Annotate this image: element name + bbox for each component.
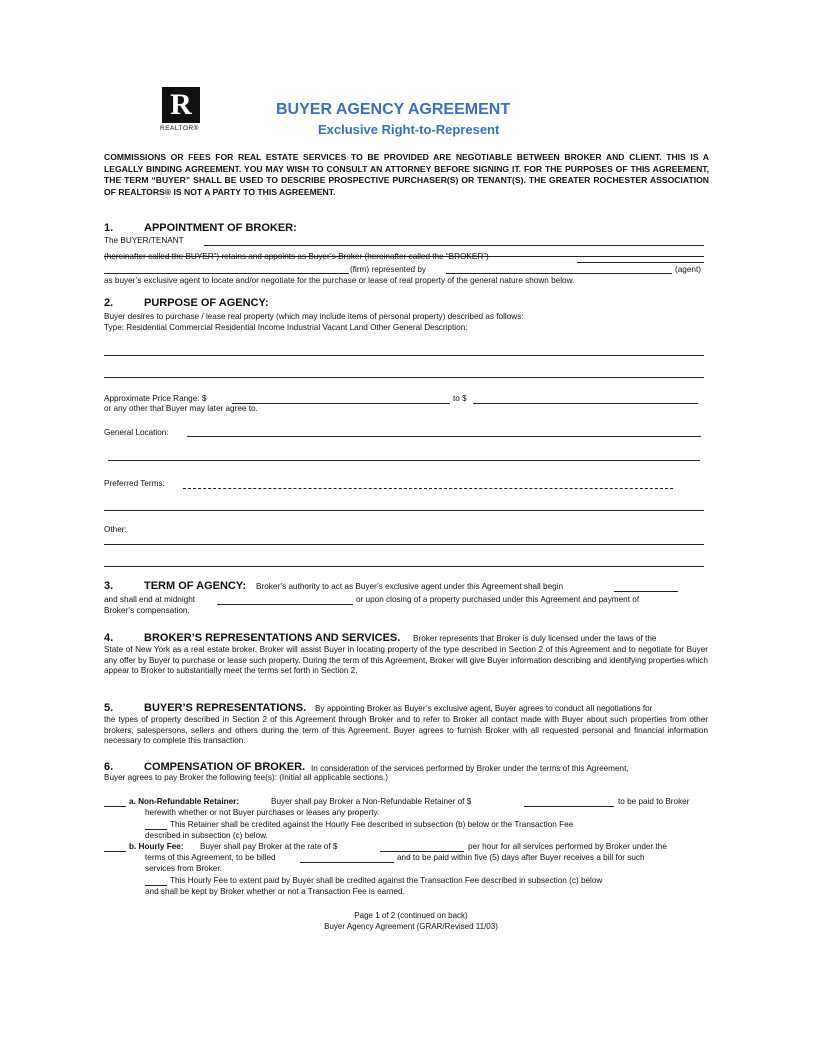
description-line-2[interactable] (104, 377, 704, 378)
section-5-lead: By appointing Broker as Buyer’s exclusive agent, Buyer agrees to conduct all negotiations for (315, 704, 653, 713)
section-6-lead: In consideration of the services performed by Broker under the terms of this Agreement, (311, 764, 629, 773)
general-location-field[interactable] (187, 436, 701, 437)
price-other-text: or any other that Buyer may later agree to. (104, 404, 258, 413)
services-text: services from Broker. (145, 864, 222, 873)
document-subtitle: Exclusive Right-to-Represent (318, 122, 500, 137)
preferred-terms-field[interactable] (183, 488, 673, 489)
section-4-number: 4. (104, 632, 114, 644)
agent-label: (agent) (675, 265, 701, 274)
retainer-line-2: herewith whether or not Buyer purchases or leases any property. (145, 808, 380, 817)
billing-text: terms of this Agreement, to be billed (145, 853, 276, 862)
preferred-terms-label: Preferred Terms: (104, 479, 165, 488)
realtor-logo (162, 87, 200, 123)
initial-field-a2[interactable] (145, 829, 167, 830)
billing-period-field[interactable] (300, 862, 394, 863)
section-1-number: 1. (104, 222, 114, 234)
billing-text-2: and to be paid within five (5) days after Buyer receives a bill for such (397, 853, 645, 862)
hourly-fee-text-2: per hour for all services performed by Broker under the (468, 842, 667, 851)
price-min-field[interactable] (232, 403, 450, 404)
section-2-number: 2. (104, 297, 114, 309)
section-6-heading: COMPENSATION OF BROKER. (144, 761, 306, 773)
section-5-heading: BUYER’S REPRESENTATIONS. (144, 702, 307, 714)
retainer-text-2: to be paid to Broker (618, 797, 690, 806)
price-to-label: to $ (453, 394, 467, 403)
general-location-field-2[interactable] (108, 460, 700, 461)
exclusive-agent-text: as buyer’s exclusive agent to locate and/or negotiate for the purchase or lease of real property of the general nature shown below. (104, 276, 575, 285)
other-field-1[interactable] (104, 544, 704, 545)
section-1-heading: APPOINTMENT OF BROKER: (144, 222, 297, 234)
broker-name-field[interactable] (577, 262, 704, 263)
section-4-body: State of New York as a real estate broker. Broker will assist Buyer in locating property of the type described in Section 2 of this Agreement and to negotiate for Buyer any offer by Buyer to purchase or lease such property. During the term of this Agreement, Broker will give Buyer information describing and identifying properties which appear to Broker to substantially meet the terms set forth in Section 2. (104, 645, 708, 676)
price-range-label: Approximate Price Range: $ (104, 394, 207, 403)
document-title: BUYER AGENCY AGREEMENT (276, 101, 511, 118)
section-3-heading: TERM OF AGENCY: (144, 580, 247, 592)
term-end-label: and shall end at midnight (104, 595, 196, 604)
firm-field[interactable] (104, 273, 349, 274)
initial-field-b2[interactable] (145, 885, 167, 886)
description-line-1[interactable] (104, 355, 704, 356)
preferred-terms-field-2[interactable] (104, 510, 704, 511)
other-label: Other: (104, 525, 127, 534)
initial-field-a[interactable] (104, 806, 126, 807)
hourly-fee-label: b. Hourly Fee: (129, 842, 184, 851)
section-6-number: 6. (104, 761, 114, 773)
section-6-intro: Buyer agrees to pay Broker the following fee(s): (Initial all applicable sections.) (104, 773, 388, 782)
buyer-tenant-field[interactable] (204, 245, 704, 246)
buyer-tenant-label: The BUYER/TENANT (104, 236, 184, 245)
term-end-text: or upon closing of a property purchased under this Agreement and payment of (356, 595, 640, 604)
term-end-field[interactable] (217, 604, 353, 605)
agent-field[interactable] (446, 273, 672, 274)
section-3-number: 3. (104, 580, 114, 592)
property-type-text: Type: Residential Commercial Residential Income Industrial Vacant Land Other General Description: (104, 323, 468, 332)
term-begin-field[interactable] (614, 591, 678, 592)
hourly-rate-field[interactable] (380, 851, 464, 852)
initial-field-b[interactable] (104, 851, 126, 852)
disclaimer-text: COMMISSIONS OR FEES FOR REAL ESTATE SERVICES TO BE PROVIDED ARE NEGOTIABLE BETWEEN BROKER AND CLIENT. THIS IS A LEGALLY BINDING AGREEMENT. YOU MAY WISH TO CONSULT AN ATTORNEY BEFORE SIGNING IT. FOR THE PURPOSES OF THIS AGREEMENT, THE TERM “BUYER” SHALL BE USED TO DESCRIBE PROSPECTIVE PURCHASER(S) OR TENANT(S). THE GREATER ROCHESTER ASSOCIATION OF REALTORS® IS NOT A PARTY TO THIS AGREEMENT. (104, 152, 709, 197)
form-id-footer: Buyer Agency Agreement (GRAR/Revised 11/03) (324, 922, 498, 931)
page-number-footer: Page 1 of 2 (continued on back) (354, 911, 468, 920)
retainer-label: a. Non-Refundable Retainer: (129, 797, 240, 806)
other-field-2[interactable] (104, 566, 704, 567)
section-5-number: 5. (104, 702, 114, 714)
appoint-text: (hereinafter called the BUYER”) retains and appoints as Buyer’s Broker (hereinafter called the “BROKER”) (104, 252, 489, 261)
section-4-lead: Broker represents that Broker is duly licensed under the laws of the (413, 634, 657, 643)
realtor-logo-mark: R (170, 88, 192, 121)
retainer-line-4: described in subsection (c) below. (145, 831, 268, 840)
section-5-body: the types of property described in Section 2 of this Agreement through Broker and to refer to Broker all contact made with Buyer about such properties from other brokers, salespersons, sellers and others during the term of this Agreement. Buyer agrees to furnish Broker with all requested personal and financial information necessary to complete this transaction. (104, 715, 708, 746)
price-max-field[interactable] (473, 403, 698, 404)
realtor-logo-text: REALTOR® (160, 125, 199, 132)
firm-represented-text: (firm) represented by (350, 265, 426, 274)
section-2-heading: PURPOSE OF AGENCY: (144, 297, 269, 309)
general-location-label: General Location: (104, 428, 169, 437)
retainer-amount-field[interactable] (524, 806, 614, 807)
purpose-text: Buyer desires to purchase / lease real property (which may include items of personal property) described as follows: (104, 312, 524, 321)
hourly-fee-text: Buyer shall pay Broker at the rate of $ (200, 842, 338, 851)
hourly-kept-text: and shall be kept by Broker whether or not a Transaction Fee is earned. (145, 887, 405, 896)
retainer-text: Buyer shall pay Broker a Non-Refundable Retainer of $ (271, 797, 472, 806)
term-begin-text: Broker’s authority to act as Buyer’s exclusive agent under this Agreement shall begin (256, 582, 564, 591)
hourly-credit-text: This Hourly Fee to extent paid by Buyer shall be credited against the Transaction Fee described in subsection (c) below (170, 876, 603, 885)
retainer-line-3: This Retainer shall be credited against the Hourly Fee described in subsection (b) below or the Transaction Fee (170, 820, 574, 829)
section-4-heading: BROKER’S REPRESENTATIONS AND SERVICES. (144, 632, 401, 644)
term-compensation-text: Broker’s compensation. (104, 606, 190, 615)
